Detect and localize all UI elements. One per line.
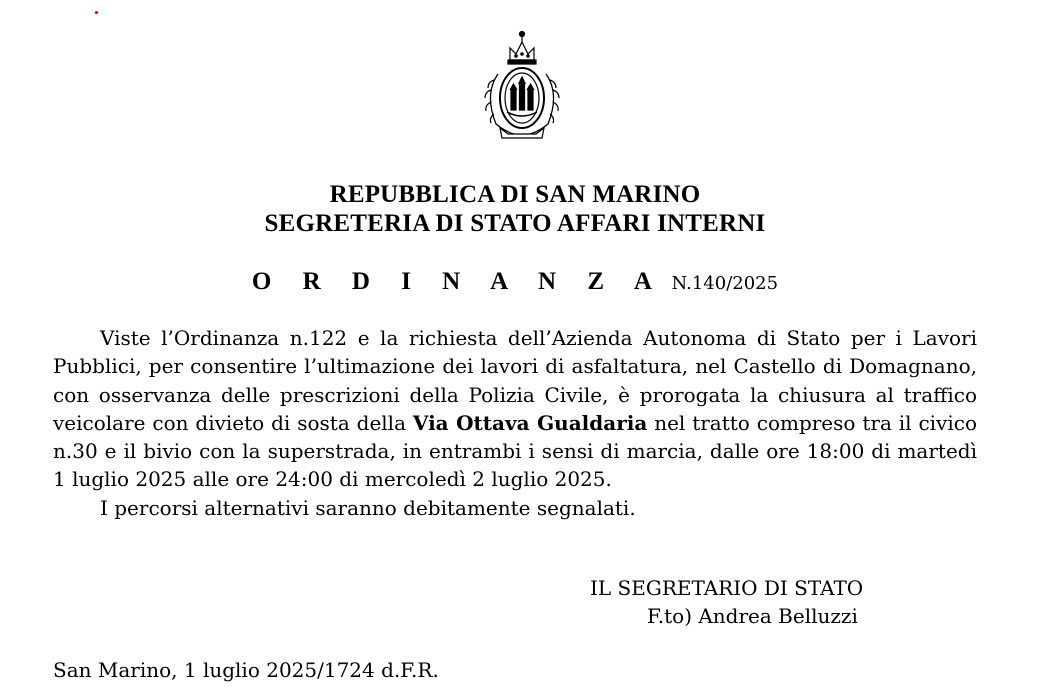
red-marker-dot — [95, 11, 98, 14]
coat-of-arms-icon — [474, 24, 570, 144]
header-line-secretariat: SEGRETERIA DI STATO AFFARI INTERNI — [264, 210, 766, 237]
body-paragraph-2: I percorsi alternativi saranno debitamente segnalati. — [100, 495, 636, 520]
ordinanza-number: N.140/2025 — [671, 273, 779, 294]
ordinanza-title: O R D I N A N Z A — [251, 268, 665, 295]
header-line-republic: REPUBBLICA DI SAN MARINO — [329, 181, 701, 208]
signature-title: IL SEGRETARIO DI STATO — [590, 576, 864, 600]
paragraph1-text-before: Viste l’Ordinanza n.122 e la richiesta dell’Azienda Autonoma di Stato per i Lavori Pubblici, per consentire l’ultimazione dei lavori di asfaltatura, nel Castello di Domagnano, con osservanza delle prescrizioni della Polizia Civile, è prorogata la chiusura al traffico veicolare con divieto di sosta della — [53, 326, 977, 435]
body-paragraph-1 — [53, 324, 977, 494]
ordinanza-heading — [0, 266, 1030, 300]
paragraph1-text-after: nel tratto compreso tra il civico n.30 e il bivio con la superstrada, in entrambi i sensi di marcia, dalle ore 18:00 di martedì 1 luglio 2025 alle ore 24:00 di mercoledì 2 luglio 2025. — [53, 410, 977, 492]
place-date-line: San Marino, 1 luglio 2025/1724 d.F.R. — [53, 658, 439, 682]
street-name-bold: Via Ottava Gualdaria — [412, 410, 648, 435]
signature-name: F.to) Andrea Belluzzi — [647, 604, 858, 628]
ordinance-body — [53, 324, 977, 522]
